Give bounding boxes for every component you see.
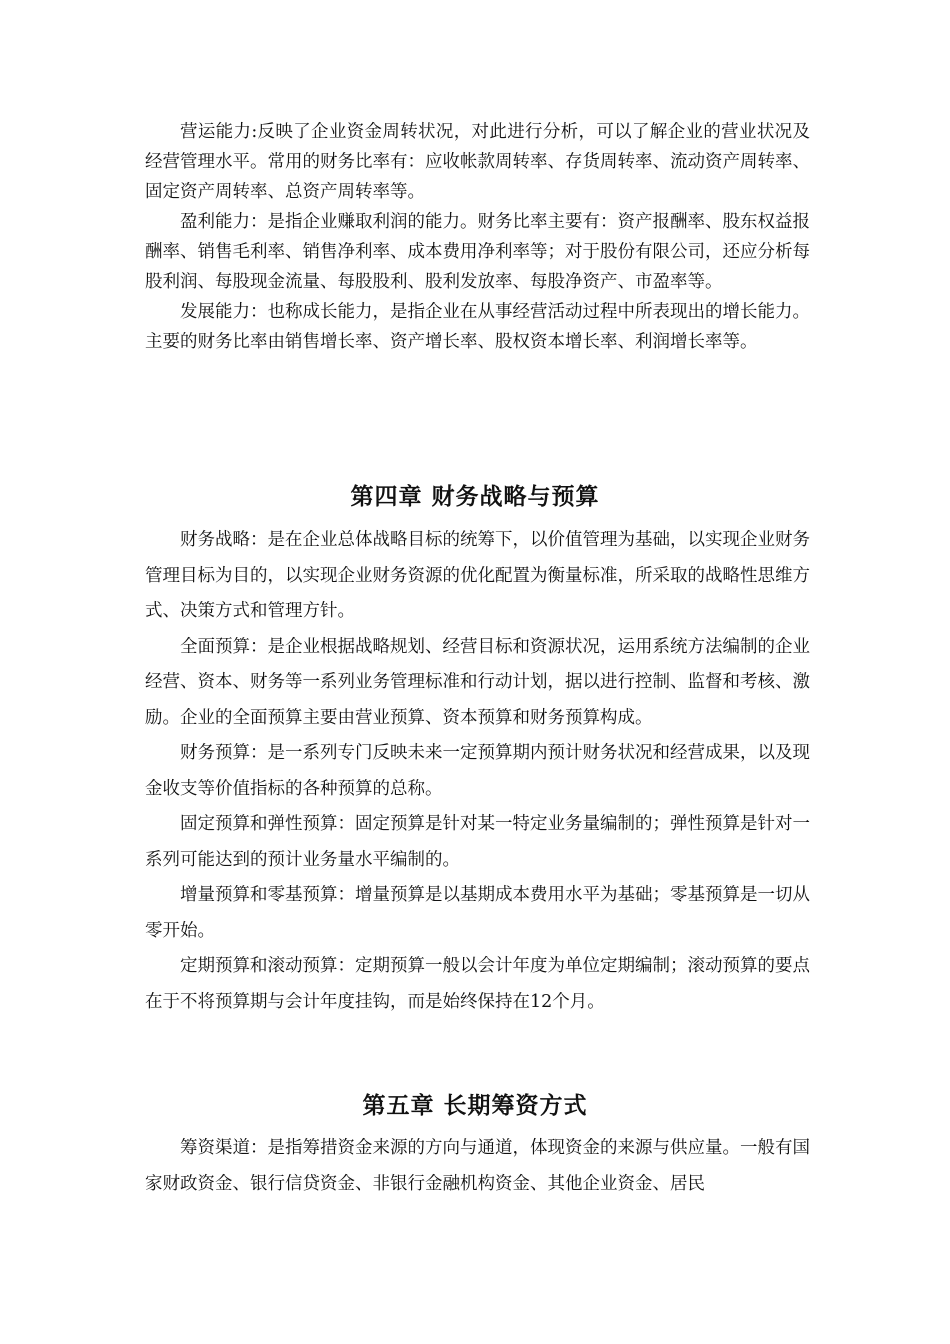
paragraph-fixed-flexible-budget: 固定预算和弹性预算：固定预算是针对某一特定业务量编制的；弹性预算是针对一系列可能达到的预计业务量水平编制的。 bbox=[145, 814, 810, 870]
chapter4-body bbox=[145, 523, 810, 1020]
paragraph-growth-capability: 发展能力：也称成长能力，是指企业在从事经营活动过程中所表现出的增长能力。主要的财务比率由销售增长率、资产增长率、股权资本增长率、利润增长率等。 bbox=[145, 302, 810, 352]
paragraph-periodic-rolling-budget: 定期预算和滚动预算：定期预算一般以会计年度为单位定期编制；滚动预算的要点在于不将预算期与会计年度挂钩，而是始终保持在12个月。 bbox=[145, 956, 810, 1012]
paragraph-financing-channels: 筹资渠道：是指筹措资金来源的方向与通道，体现资金的来源与供应量。一般有国家财政资金、银行信贷资金、非银行金融机构资金、其他企业资金、居民 bbox=[145, 1138, 810, 1194]
chapter5-body bbox=[145, 1131, 810, 1202]
paragraph-financial-strategy: 财务战略：是在企业总体战略目标的统筹下，以价值管理为基础，以实现企业财务管理目标为目的，以实现企业财务资源的优化配置为衡量标准，所采取的战略性思维方式、决策方式和管理方针。 bbox=[145, 530, 810, 621]
chapter3-continuation bbox=[145, 117, 810, 357]
paragraph-financial-budget: 财务预算：是一系列专门反映未来一定预算期内预计财务状况和经营成果，以及现金收支等价值指标的各种预算的总称。 bbox=[145, 743, 810, 799]
paragraph-comprehensive-budget: 全面预算：是企业根据战略规划、经营目标和资源状况，运用系统方法编制的企业经营、资本、财务等一系列业务管理标准和行动计划，据以进行控制、监督和考核、激励。企业的全面预算主要由营业预算、资本预算和财务预算构成。 bbox=[145, 636, 810, 728]
paragraph-incremental-zero-budget: 增量预算和零基预算：增量预算是以基期成本费用水平为基础；零基预算是一切从零开始。 bbox=[145, 885, 810, 941]
chapter5-title: 第五章 长期筹资方式 bbox=[362, 1092, 588, 1119]
paragraph-operating-capability: 营运能力:反映了企业资金周转状况，对此进行分析，可以了解企业的营业状况及经营管理水平。常用的财务比率有：应收帐款周转率、存货周转率、流动资产周转率、固定资产周转率、总资产周转率等。 bbox=[145, 122, 810, 202]
paragraph-profitability: 盈利能力：是指企业赚取利润的能力。财务比率主要有：资产报酬率、股东权益报酬率、销售毛利率、销售净利率、成本费用净利率等；对于股份有限公司，还应分析每股利润、每股现金流量、每股股利、股利发放率、每股净资产、市盈率等。 bbox=[145, 212, 810, 292]
chapter4-title: 第四章 财务战略与预算 bbox=[350, 483, 600, 510]
